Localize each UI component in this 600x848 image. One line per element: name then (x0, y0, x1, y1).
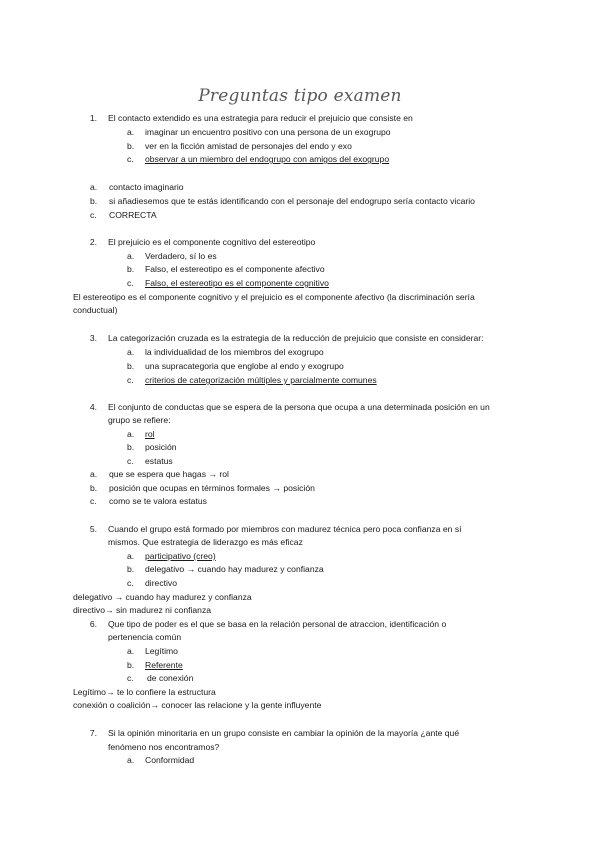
q4-option-a-text: rol (145, 429, 155, 439)
q2-option-c-text: Falso, el estereotipo es el componente cognitivo (145, 278, 329, 288)
question-3-text: La categorización cruzada es la estrategia de la reducción de prejuicio que consiste en considerar: (108, 333, 484, 343)
question-7-text-line-2: fenómeno nos encontramos? (108, 742, 220, 752)
q6-option-c-label: c. (127, 673, 134, 683)
q5-option-a-text: participativo (creo) (145, 551, 216, 561)
q7-option-a-text: Conformidad (145, 755, 195, 765)
q2-option-b-label: b. (127, 264, 135, 274)
q3-option-a-label: a. (127, 347, 135, 357)
question-7-number: 7. (89, 728, 97, 738)
question-2-number: 2. (89, 237, 97, 247)
q5-option-b-text: delegativo → cuando hay madurez y confianza (145, 564, 324, 574)
q4-option-b-label: b. (127, 442, 135, 452)
q1-note-c-text: CORRECTA (109, 210, 157, 220)
question-1-text: El contacto extendido es una estrategia para reducir el prejuicio que consiste en (108, 113, 413, 123)
question-4-text-line-2: grupo se refiere: (108, 415, 171, 425)
q1-option-a-label: a. (127, 127, 135, 137)
q1-option-b-label: b. (127, 141, 135, 151)
q6-option-b-text: Referente (145, 660, 183, 670)
question-5-number: 5. (89, 524, 97, 534)
q4-note-b-text: posición que ocupas en términos formales → posición (109, 483, 315, 493)
q5-note-line-2: directivo→ sin madurez ni confianza (73, 605, 212, 615)
q2-note-line-1: El estereotipo es el componente cognitivo y el prejuicio es el componente afectivo (la discriminación sería (73, 292, 475, 302)
question-4-text-line-1: El conjunto de conductas que se espera de la persona que ocupa a una determinada posición en un (108, 402, 490, 412)
question-3-number: 3. (89, 333, 97, 343)
q6-option-a-label: a. (127, 646, 135, 656)
q3-option-b-text: una supracategoria que englobe al endo y exogrupo (145, 361, 344, 371)
q3-option-a-text: la individualidad de los miembros del exogrupo (145, 347, 324, 357)
question-7-text-line-1: Si la opinión minoritaria en un grupo consiste en cambiar la opinión de la mayoría ¿ante qué (108, 728, 460, 738)
q1-note-b-label: b. (90, 196, 98, 206)
question-1-number: 1. (89, 113, 97, 123)
question-5-text-line-2: mismos. Que estrategia de liderazgo es más eficaz (108, 537, 303, 547)
q5-option-c-text: directivo (145, 578, 177, 588)
q3-option-c-label: c. (127, 375, 134, 385)
q5-option-b-label: b. (127, 564, 135, 574)
q1-option-a-text: imaginar un encuentro positivo con una persona de un exogrupo (145, 127, 391, 137)
q3-option-b-label: b. (127, 361, 135, 371)
q4-note-a-label: a. (90, 469, 98, 479)
q4-note-b-label: b. (90, 483, 98, 493)
q4-note-a-text: que se espera que hagas → rol (109, 469, 229, 479)
q6-note-line-2: conexión o coalición→ conocer las relacione y la gente influyente (73, 700, 322, 710)
q1-note-b-text: si añadiesemos que te estás identificando con el personaje del endogrupo sería contacto vicario (109, 196, 475, 206)
q7-option-a-label: a. (127, 755, 135, 765)
q4-option-b-text: posición (145, 442, 177, 452)
q5-note-line-1: delegativo → cuando hay madurez y confianza (73, 592, 252, 602)
question-6-text-line-1: Que tipo de poder es el que se basa en la relación personal de atraccion, identificación o (108, 619, 447, 629)
q2-option-a-text: Verdadero, sí lo es (145, 251, 217, 261)
q5-option-a-label: a. (127, 551, 135, 561)
q3-option-c-text: criterios de categorización múltiples y parcialmente comunes (145, 375, 377, 385)
q6-note-line-1: Legítimo→ te lo confiere la estructura (73, 687, 216, 697)
q1-note-a-text: contacto imaginario (109, 182, 184, 192)
q6-option-a-text: Legítimo (145, 646, 178, 656)
q2-option-a-label: a. (127, 251, 135, 261)
q6-option-b-label: b. (127, 660, 135, 670)
q2-option-c-label: c. (127, 278, 134, 288)
question-5-text-line-1: Cuando el grupo está formado por miembros con madurez técnica pero poca confianza en sí (108, 524, 462, 534)
question-6-text-line-2: pertenencia común (108, 632, 182, 642)
q2-note-line-2: conductual) (73, 305, 118, 315)
page-title: Preguntas tipo examen (198, 86, 402, 106)
q1-option-b-text: ver en la ficción amistad de personajes del endo y exo (145, 141, 352, 151)
q1-note-a-label: a. (90, 182, 98, 192)
question-2-text: El prejuicio es el componente cognitivo del estereotipo (108, 237, 316, 247)
q1-option-c-label: c. (127, 154, 134, 164)
q4-note-c-label: c. (90, 496, 97, 506)
q1-option-c-text: observar a un miembro del endogrupo con amigos del exogrupo (145, 154, 390, 164)
q2-option-b-text: Falso, el estereotipo es el componente afectivo (145, 264, 325, 274)
q4-option-c-text: estatus (145, 456, 173, 466)
q4-option-a-label: a. (127, 429, 135, 439)
q5-option-c-label: c. (127, 578, 134, 588)
question-4-number: 4. (89, 402, 97, 412)
q4-note-c-text: como se te valora estatus (109, 496, 207, 506)
q6-option-c-text: de conexión (147, 673, 194, 683)
q4-option-c-label: c. (127, 456, 134, 466)
question-6-number: 6. (89, 619, 97, 629)
q1-note-c-label: c. (90, 210, 97, 220)
